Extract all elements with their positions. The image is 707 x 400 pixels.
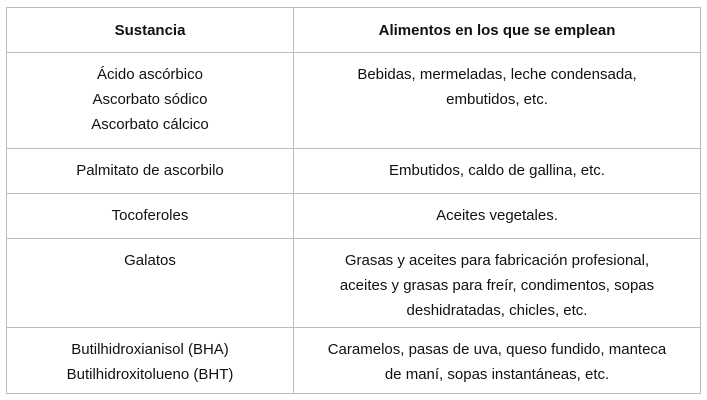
cell-line: Butilhidroxianisol (BHA) <box>71 341 229 358</box>
additives-table <box>6 7 701 394</box>
cell-line: de maní, sopas instantáneas, etc. <box>384 366 610 383</box>
cell-line: Embutidos, caldo de gallina, etc. <box>389 162 605 179</box>
cell-line: Ascorbato sódico <box>92 91 208 108</box>
cell-line: Ascorbato cálcico <box>91 116 209 133</box>
cell-line: aceites y grasas para freír, condimentos, sopas <box>339 277 655 294</box>
cell-line: Palmitato de ascorbilo <box>76 162 224 179</box>
cell-sustancia <box>7 328 294 394</box>
cell-line: Butilhidroxitolueno (BHT) <box>66 366 234 383</box>
cell-alimentos <box>294 149 701 194</box>
table-row <box>7 149 701 194</box>
cell-line: Galatos <box>124 252 176 269</box>
cell-line: Aceites vegetales. <box>436 207 558 224</box>
cell-line: Tocoferoles <box>111 207 189 224</box>
table-row <box>7 53 701 149</box>
cell-line: deshidratadas, chicles, etc. <box>406 302 588 319</box>
cell-alimentos <box>294 194 701 239</box>
table-row <box>7 194 701 239</box>
header-sustancia: Sustancia <box>7 8 294 53</box>
cell-sustancia <box>7 239 294 328</box>
cell-line: embutidos, etc. <box>446 91 548 108</box>
table-row <box>7 328 701 394</box>
cell-line: Ácido ascórbico <box>97 66 203 83</box>
header-alimentos: Alimentos en los que se emplean <box>294 8 701 53</box>
cell-line: Caramelos, pasas de uva, queso fundido, manteca <box>327 341 667 358</box>
cell-sustancia <box>7 53 294 149</box>
cell-sustancia <box>7 194 294 239</box>
cell-alimentos <box>294 239 701 328</box>
cell-sustancia <box>7 149 294 194</box>
cell-alimentos <box>294 328 701 394</box>
cell-line: Grasas y aceites para fabricación profesional, <box>344 252 650 269</box>
cell-line: Bebidas, mermeladas, leche condensada, <box>357 66 637 83</box>
header-row <box>7 8 701 53</box>
cell-alimentos <box>294 53 701 149</box>
table-row <box>7 239 701 328</box>
